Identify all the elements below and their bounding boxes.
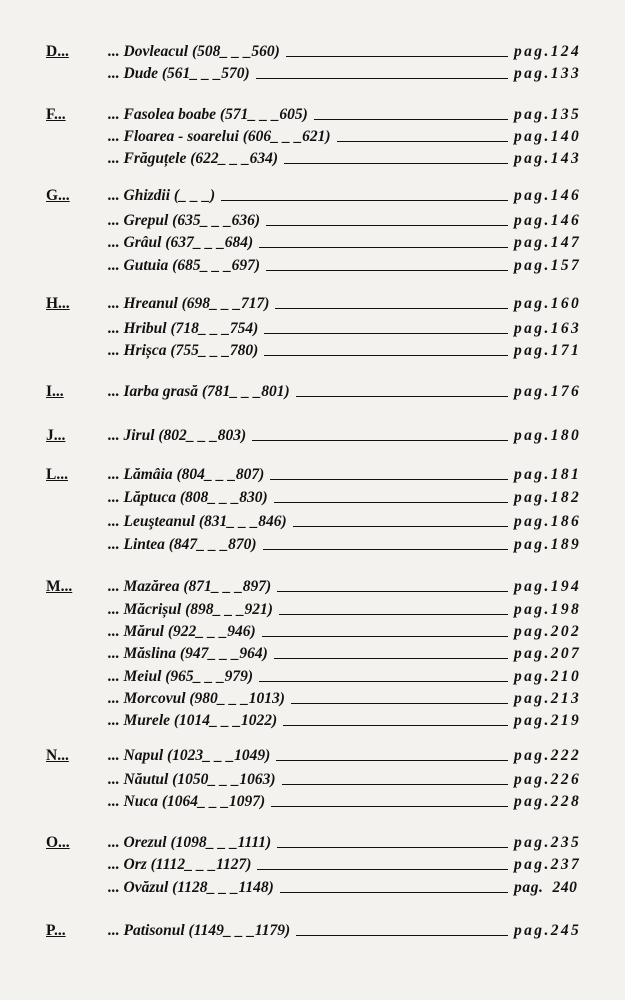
toc-entry bbox=[0, 63, 625, 85]
page-number: pag.143 bbox=[514, 150, 582, 167]
leader-line bbox=[274, 658, 508, 659]
toc-entry bbox=[0, 185, 625, 207]
leader-line bbox=[275, 308, 508, 309]
entry-title: ... Năutul (1050_ _ _1063) bbox=[108, 771, 276, 788]
toc-entry bbox=[0, 487, 625, 509]
entry-title: ... Hreanul (698_ _ _717) bbox=[108, 295, 270, 312]
toc-entry bbox=[0, 599, 625, 621]
entry-title: ... Lintea (847_ _ _870) bbox=[108, 536, 257, 553]
entry-title: ... Hribul (718_ _ _754) bbox=[108, 320, 259, 337]
toc-entry bbox=[0, 643, 625, 665]
page-number: pag.124 bbox=[514, 43, 582, 60]
leader-line bbox=[293, 526, 508, 527]
toc-entry bbox=[0, 148, 625, 170]
leader-line bbox=[291, 703, 508, 704]
leader-line bbox=[284, 163, 508, 164]
entry-title: ... Ghizdii (_ _ _) bbox=[108, 187, 216, 204]
page-number: pag. 240 bbox=[514, 879, 578, 896]
page-number: pag.133 bbox=[514, 65, 582, 82]
toc-entry bbox=[0, 769, 625, 791]
entry-title: ... Mazărea (871_ _ _897) bbox=[108, 578, 272, 595]
page-number: pag.207 bbox=[514, 645, 582, 662]
leader-line bbox=[266, 225, 508, 226]
leader-line bbox=[280, 892, 508, 893]
page-number: pag.135 bbox=[514, 106, 582, 123]
page-number: pag.189 bbox=[514, 536, 582, 553]
toc-entry bbox=[0, 877, 625, 899]
section-letter: O... bbox=[46, 834, 70, 851]
leader-line bbox=[257, 869, 508, 870]
entry-title: ... Iarba grasă (781_ _ _801) bbox=[108, 383, 290, 400]
leader-line bbox=[337, 141, 508, 142]
page-number: pag.226 bbox=[514, 771, 582, 788]
leader-line bbox=[252, 440, 508, 441]
leader-line bbox=[264, 333, 508, 334]
page-number: pag.171 bbox=[514, 342, 582, 359]
section-letter: N... bbox=[46, 747, 69, 764]
entry-title: ... Măcrișul (898_ _ _921) bbox=[108, 601, 273, 618]
page-number: pag.163 bbox=[514, 320, 582, 337]
toc-entry bbox=[0, 621, 625, 643]
entry-title: ... Nuca (1064_ _ _1097) bbox=[108, 793, 266, 810]
entry-title: ... Napul (1023_ _ _1049) bbox=[108, 747, 271, 764]
toc-entry bbox=[0, 318, 625, 340]
entry-title: ... Floarea - soarelui (606_ _ _621) bbox=[108, 128, 331, 145]
entry-title: ... Dude (561_ _ _570) bbox=[108, 65, 250, 82]
toc-entry bbox=[0, 576, 625, 598]
leader-line bbox=[296, 935, 508, 936]
page-number: pag.160 bbox=[514, 295, 582, 312]
toc-entry bbox=[0, 381, 625, 403]
toc-entry bbox=[0, 255, 625, 277]
section-letter: D... bbox=[46, 43, 69, 60]
entry-title: ... Mărul (922_ _ _946) bbox=[108, 623, 256, 640]
page-number: pag.147 bbox=[514, 234, 582, 251]
leader-line bbox=[314, 119, 508, 120]
page-number: pag.245 bbox=[514, 922, 582, 939]
leader-line bbox=[270, 479, 508, 480]
page-number: pag.157 bbox=[514, 257, 582, 274]
entry-title: ... Orezul (1098_ _ _1111) bbox=[108, 834, 272, 851]
leader-line bbox=[271, 806, 508, 807]
page-number: pag.186 bbox=[514, 513, 582, 530]
entry-title: ... Măslina (947_ _ _964) bbox=[108, 645, 268, 662]
leader-line bbox=[276, 760, 508, 761]
page-number: pag.176 bbox=[514, 383, 582, 400]
toc-entry bbox=[0, 854, 625, 876]
page-number: pag.219 bbox=[514, 712, 582, 729]
section-letter: P... bbox=[46, 922, 66, 939]
leader-line bbox=[262, 636, 508, 637]
section-letter: M... bbox=[46, 578, 73, 595]
entry-title: ... Leuşteanul (831_ _ _846) bbox=[108, 513, 287, 530]
entry-title: ... Grâul (637_ _ _684) bbox=[108, 234, 254, 251]
entry-title: ... Dovleacul (508_ _ _560) bbox=[108, 43, 280, 60]
toc-entry bbox=[0, 710, 625, 732]
toc-entry bbox=[0, 425, 625, 447]
entry-title: ... Frăguțele (622_ _ _634) bbox=[108, 150, 279, 167]
toc-entry bbox=[0, 104, 625, 126]
entry-title: ... Grepul (635_ _ _636) bbox=[108, 212, 260, 229]
section-letter: L... bbox=[46, 466, 68, 483]
entry-title: ... Hrișca (755_ _ _780) bbox=[108, 342, 259, 359]
entry-title: ... Meiul (965_ _ _979) bbox=[108, 668, 254, 685]
leader-line bbox=[279, 614, 508, 615]
toc-entry bbox=[0, 232, 625, 254]
page-number: pag.222 bbox=[514, 747, 582, 764]
toc-entry bbox=[0, 293, 625, 315]
page-number: pag.146 bbox=[514, 187, 582, 204]
leader-line bbox=[274, 502, 508, 503]
entry-title: ... Orz (1112_ _ _1127) bbox=[108, 856, 252, 873]
leader-line bbox=[283, 725, 508, 726]
entry-title: ... Ovăzul (1128_ _ _1148) bbox=[108, 879, 274, 896]
page-number: pag.210 bbox=[514, 668, 582, 685]
section-letter: H... bbox=[46, 295, 70, 312]
section-letter: I... bbox=[46, 383, 64, 400]
page-number: pag.194 bbox=[514, 578, 582, 595]
page-number: pag.182 bbox=[514, 489, 582, 506]
entry-title: ... Gutuia (685_ _ _697) bbox=[108, 257, 260, 274]
page-number: pag.146 bbox=[514, 212, 582, 229]
entry-title: ... Fasolea boabe (571_ _ _605) bbox=[108, 106, 308, 123]
entry-title: ... Lămâia (804_ _ _807) bbox=[108, 466, 265, 483]
page-number: pag.198 bbox=[514, 601, 582, 618]
toc-entry bbox=[0, 745, 625, 767]
leader-line bbox=[296, 396, 508, 397]
toc-entry bbox=[0, 464, 625, 486]
toc-entry bbox=[0, 511, 625, 533]
page-number: pag.213 bbox=[514, 690, 582, 707]
toc-entry bbox=[0, 920, 625, 942]
page-number: pag.180 bbox=[514, 427, 582, 444]
entry-title: ... Murele (1014_ _ _1022) bbox=[108, 712, 278, 729]
section-letter: G... bbox=[46, 187, 70, 204]
leader-line bbox=[282, 784, 508, 785]
page-number: pag.202 bbox=[514, 623, 582, 640]
entry-title: ... Lăptuca (808_ _ _830) bbox=[108, 489, 268, 506]
leader-line bbox=[286, 56, 508, 57]
toc-entry bbox=[0, 126, 625, 148]
leader-line bbox=[264, 355, 508, 356]
section-letter: F... bbox=[46, 106, 66, 123]
page-number: pag.140 bbox=[514, 128, 582, 145]
page-number: pag.228 bbox=[514, 793, 582, 810]
toc-entry bbox=[0, 534, 625, 556]
leader-line bbox=[277, 591, 508, 592]
toc-entry bbox=[0, 688, 625, 710]
page-number: pag.181 bbox=[514, 466, 582, 483]
toc-entry bbox=[0, 832, 625, 854]
toc-entry bbox=[0, 666, 625, 688]
leader-line bbox=[266, 270, 508, 271]
entry-title: ... Jirul (802_ _ _803) bbox=[108, 427, 247, 444]
page-number: pag.237 bbox=[514, 856, 582, 873]
toc-entry bbox=[0, 41, 625, 63]
leader-line bbox=[221, 200, 508, 201]
toc-entry bbox=[0, 791, 625, 813]
leader-line bbox=[277, 847, 508, 848]
leader-line bbox=[259, 681, 508, 682]
entry-title: ... Patisonul (1149_ _ _1179) bbox=[108, 922, 291, 939]
leader-line bbox=[259, 247, 508, 248]
section-letter: J... bbox=[46, 427, 66, 444]
leader-line bbox=[263, 549, 508, 550]
toc-entry bbox=[0, 340, 625, 362]
toc-entry bbox=[0, 210, 625, 232]
leader-line bbox=[256, 78, 508, 79]
entry-title: ... Morcovul (980_ _ _1013) bbox=[108, 690, 285, 707]
page-number: pag.235 bbox=[514, 834, 582, 851]
